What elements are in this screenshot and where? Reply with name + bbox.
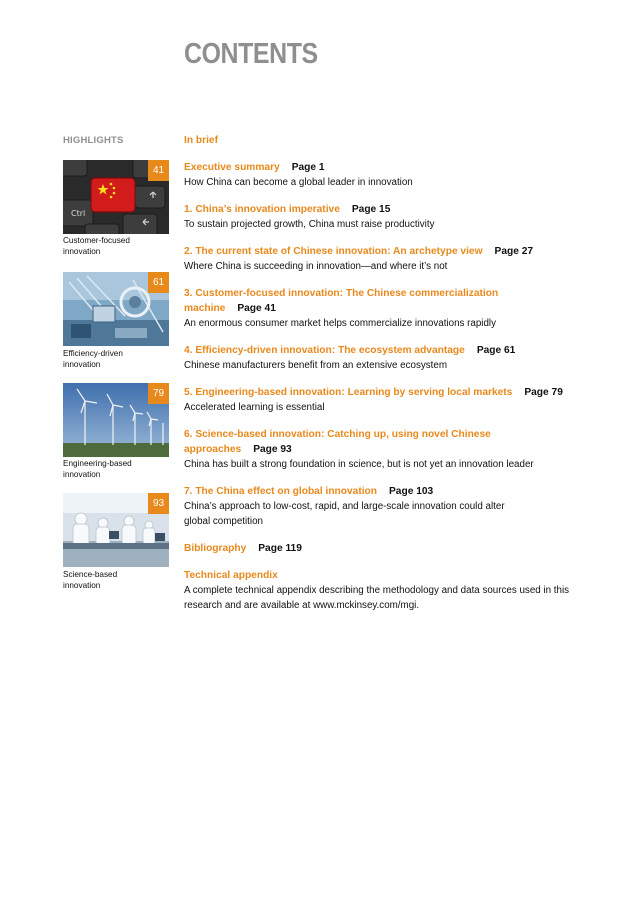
- toc-entry-title[interactable]: 7. The China effect on global innovation: [184, 486, 378, 497]
- highlight-image-wind-turbines: [63, 383, 169, 457]
- toc-entry-title-continued[interactable]: machine: [184, 303, 226, 314]
- toc-entry-page[interactable]: Page 41: [237, 303, 276, 314]
- toc-entry-description: China has built a strong foundation in science, but is not yet an innovation leader: [184, 459, 534, 470]
- highlight-image-factory: [63, 272, 169, 346]
- toc-entry-chapter-2[interactable]: [184, 244, 594, 274]
- toc-entry-title[interactable]: 4. Efficiency-driven innovation: The ecosystem advantage: [184, 345, 465, 356]
- toc-entry-chapter-1[interactable]: [184, 202, 594, 232]
- toc-entry-title[interactable]: 1. China’s innovation imperative: [184, 204, 340, 215]
- toc-entry-description: A complete technical appendix describing the methodology and data sources used in this: [184, 585, 570, 596]
- highlight-caption: Science-based innovation: [63, 570, 118, 590]
- toc-entry-title[interactable]: Bibliography: [184, 543, 247, 554]
- toc-entry-title[interactable]: Technical appendix: [184, 570, 278, 581]
- toc-entry-description: China’s approach to low-cost, rapid, and large-scale innovation could alter: [184, 501, 505, 512]
- toc-entry-chapter-6[interactable]: [184, 427, 594, 472]
- highlight-page-badge: 61: [148, 272, 169, 293]
- toc-entry-title[interactable]: 5. Engineering-based innovation: Learning by serving local markets: [184, 387, 513, 398]
- toc-entry-chapter-5[interactable]: [184, 385, 594, 415]
- toc-entry-title-continued[interactable]: approaches: [184, 444, 242, 455]
- toc-entry-page[interactable]: Page 119: [258, 543, 302, 554]
- highlight-caption: Customer-focused innovation: [63, 236, 130, 256]
- highlight-image-keyboard: [63, 160, 169, 234]
- toc-entry-description: How China can become a global leader in innovation: [184, 177, 413, 188]
- toc-entry-technical-appendix[interactable]: [184, 568, 594, 613]
- toc-entry-description-continued: global competition: [184, 516, 263, 527]
- toc-entry-page[interactable]: Page 15: [351, 204, 391, 215]
- page-title: CONTENTS: [184, 38, 318, 70]
- toc-entry-page[interactable]: Page 93: [253, 444, 292, 455]
- toc-entry-bibliography[interactable]: [184, 541, 594, 556]
- in-brief-heading: In brief: [184, 135, 218, 146]
- toc-entry-description: To sustain projected growth, China must raise productivity: [184, 219, 435, 230]
- toc-entry-page[interactable]: Page 61: [476, 345, 516, 356]
- svg-text:Ctrl: Ctrl: [71, 209, 86, 218]
- toc-entry-description: Where China is succeeding in innovation—and where it’s not: [184, 261, 448, 272]
- toc-entry-title[interactable]: Executive summary: [184, 162, 280, 173]
- highlight-image-lab: [63, 493, 169, 567]
- highlight-caption: Engineering-based innovation: [63, 459, 132, 479]
- toc-entry-title[interactable]: 3. Customer-focused innovation: The Chinese commercialization: [184, 288, 499, 299]
- toc-entry-title[interactable]: 6. Science-based innovation: Catching up, using novel Chinese: [184, 429, 491, 440]
- toc-entry-chapter-3[interactable]: [184, 286, 594, 331]
- toc-entry-page[interactable]: Page 103: [389, 486, 434, 497]
- toc-entry-chapter-7[interactable]: [184, 484, 594, 529]
- highlight-page-badge: 93: [148, 493, 169, 514]
- highlight-page-badge: 79: [148, 383, 169, 404]
- toc-entry-description-continued: research and are available at www.mckinsey.com/mgi.: [184, 600, 420, 611]
- toc-entry-title[interactable]: 2. The current state of Chinese innovation: An archetype view: [184, 246, 483, 257]
- toc-entry-description: Accelerated learning is essential: [184, 402, 325, 413]
- highlight-caption: Efficiency-driven innovation: [63, 349, 123, 369]
- toc-entry-description: An enormous consumer market helps commercialize innovations rapidly: [184, 318, 497, 329]
- toc-entry-chapter-4[interactable]: [184, 343, 594, 373]
- toc-entry-page[interactable]: Page 27: [494, 246, 534, 257]
- toc-entry-executive-summary[interactable]: [184, 160, 594, 190]
- highlights-heading: HIGHLIGHTS: [63, 135, 124, 146]
- toc-entry-page[interactable]: Page 79: [524, 387, 563, 398]
- toc-entry-page[interactable]: Page 1: [291, 162, 325, 173]
- highlight-page-badge: 41: [148, 160, 169, 181]
- toc-entry-description: Chinese manufacturers benefit from an extensive ecosystem: [184, 360, 448, 371]
